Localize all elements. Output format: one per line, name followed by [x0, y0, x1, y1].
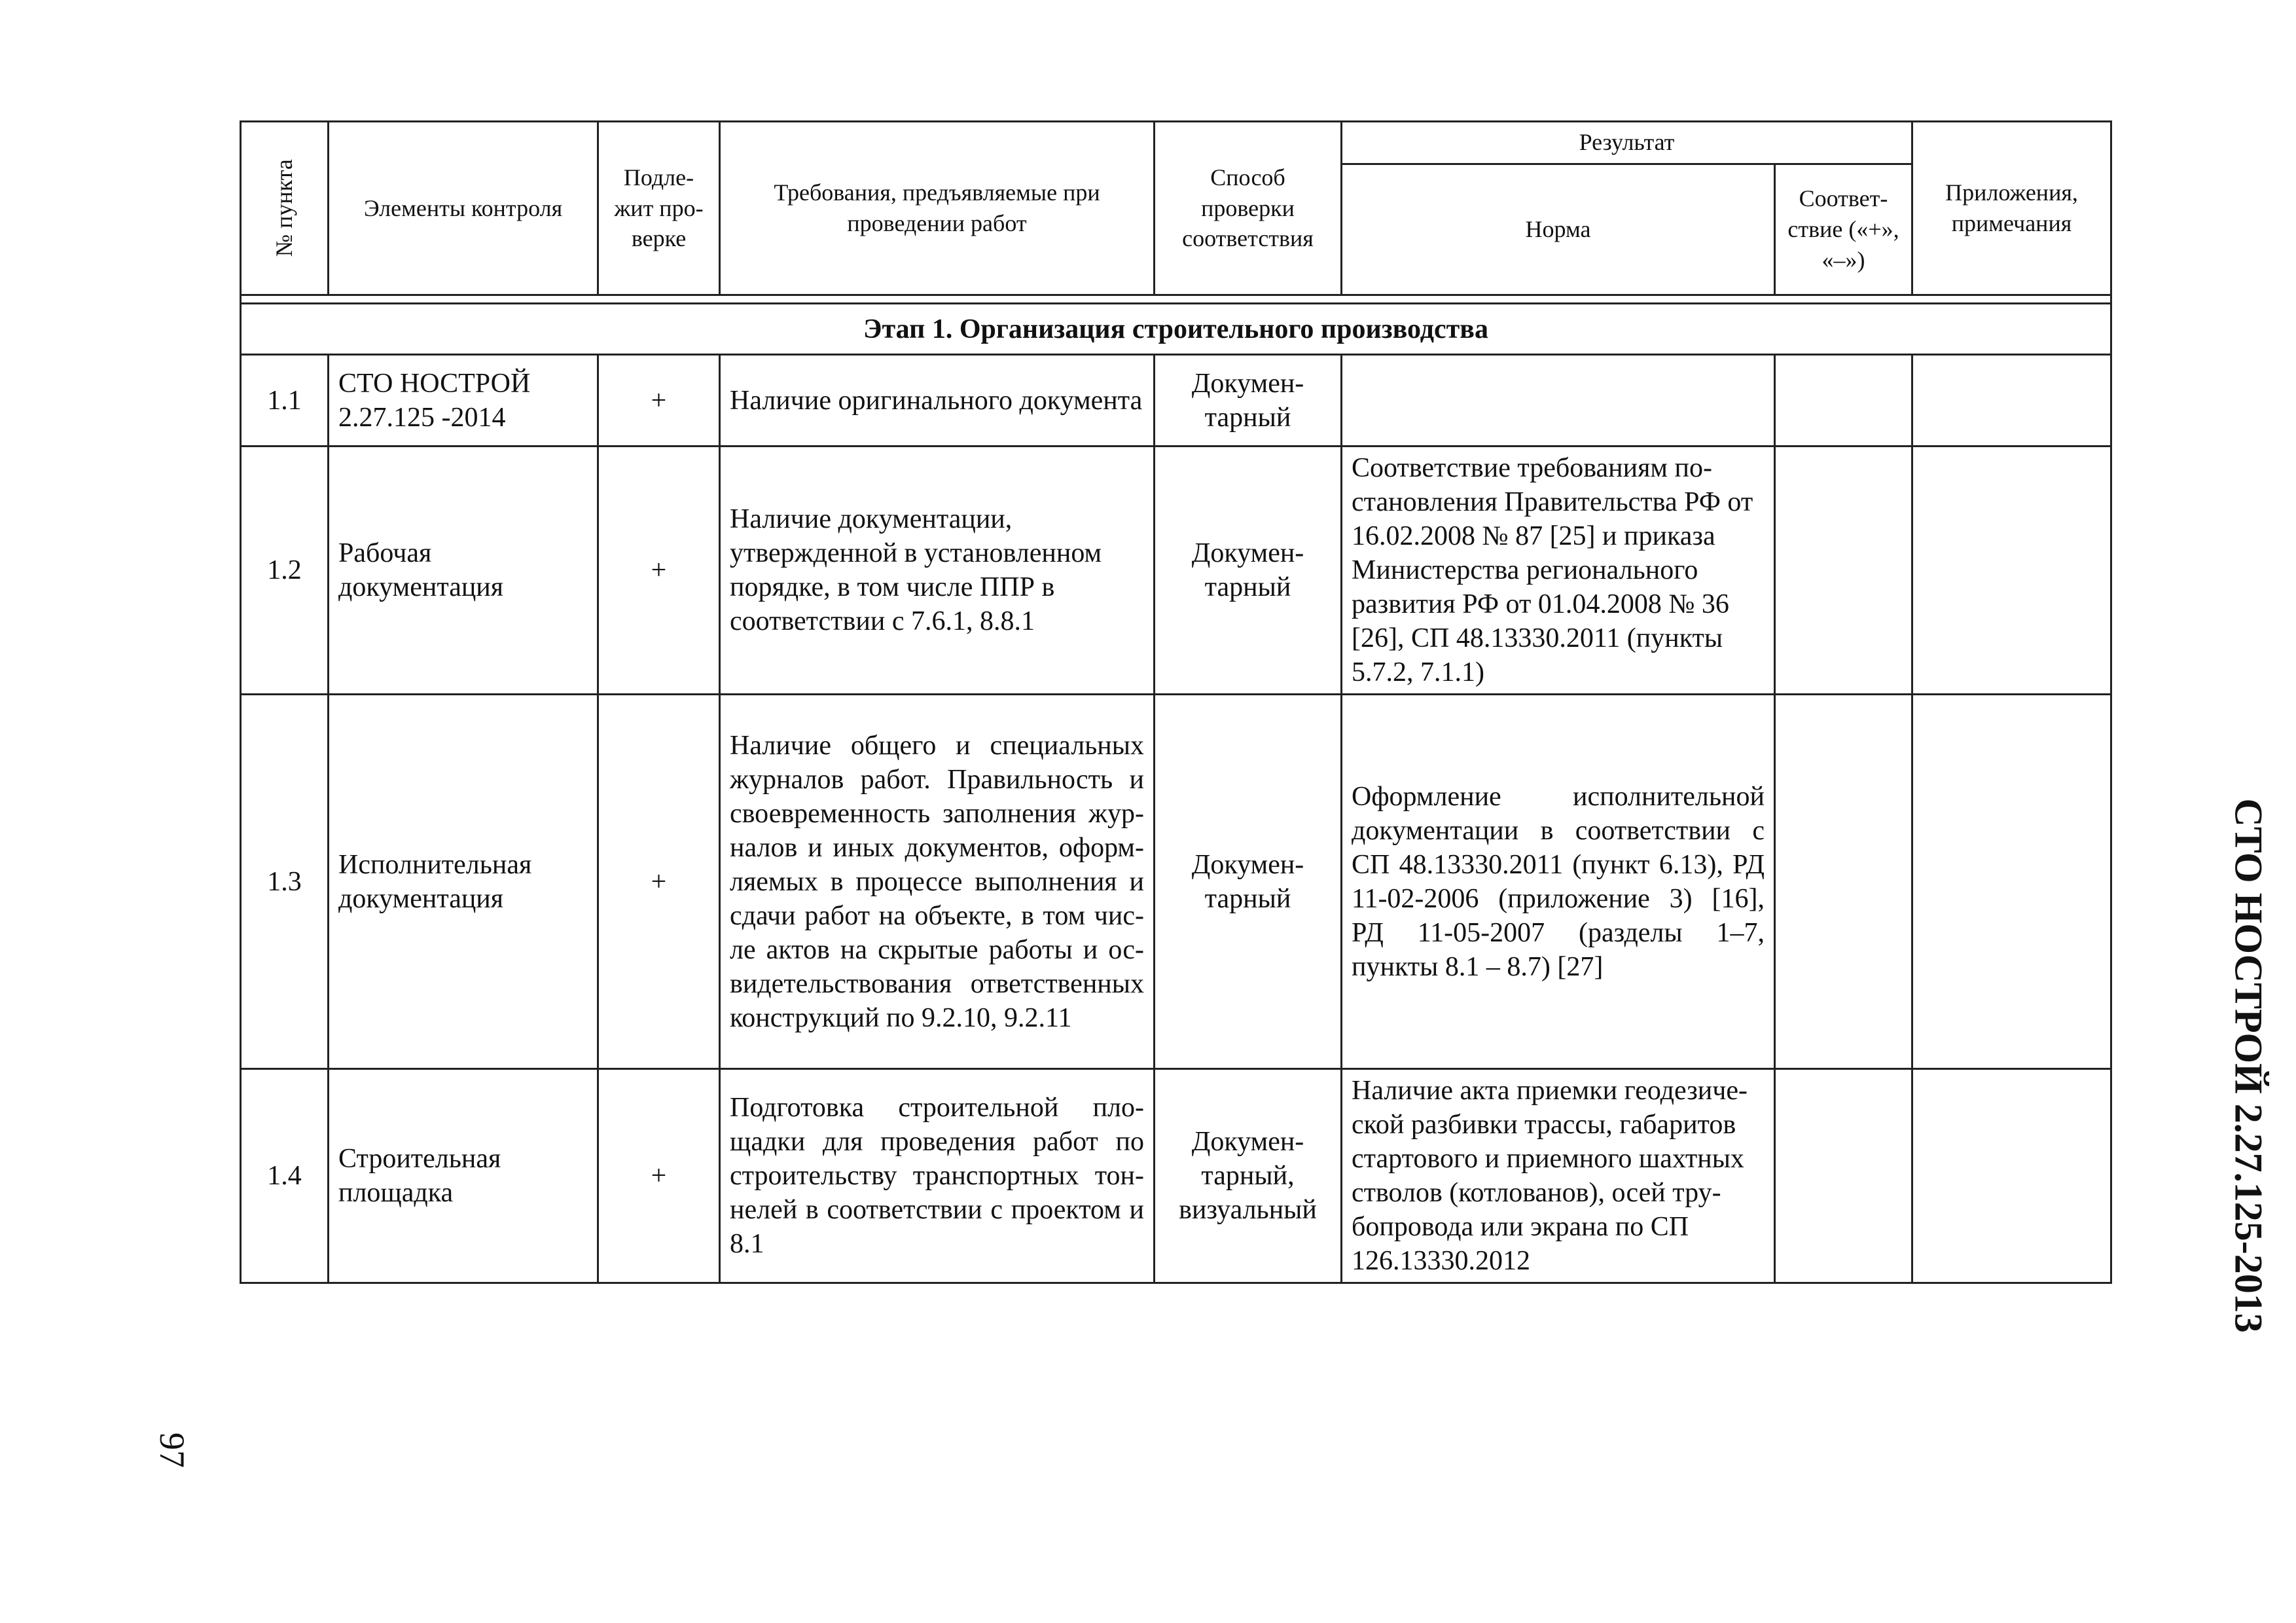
- row-norm: [1342, 355, 1775, 447]
- row-check: +: [598, 355, 720, 447]
- table-row: [241, 355, 2111, 447]
- row-check: +: [598, 447, 720, 695]
- header-result: Результат: [1342, 122, 1912, 164]
- row-notes: [1912, 355, 2111, 447]
- header-elements: Элементы контроля: [329, 122, 598, 295]
- row-method: Докумен-тарный: [1155, 695, 1342, 1069]
- page-number: 97: [152, 1432, 192, 1468]
- row-method: Докумен-тарный, визуальный: [1155, 1069, 1342, 1283]
- row-number: 1.2: [241, 447, 329, 695]
- row-element: Рабочая документация: [329, 447, 598, 695]
- row-notes: [1912, 1069, 2111, 1283]
- header-notes: Приложения, примечания: [1912, 122, 2111, 295]
- row-method: Докумен-тарный: [1155, 355, 1342, 447]
- header-compliance: Соответ-ствие («+», «–»): [1775, 164, 1912, 295]
- row-requirement: Подготовка строительной пло-щадки для проведения работ по строительству транспортных тон-нелей в соответствии с проектом и 8.1: [720, 1069, 1155, 1283]
- table-row: [241, 1069, 2111, 1283]
- inspection-table-wrapper: [240, 120, 2110, 1276]
- row-requirement: Наличие оригинального документа: [720, 355, 1155, 447]
- row-number: 1.3: [241, 695, 329, 1069]
- row-compliance: [1775, 355, 1912, 447]
- row-notes: [1912, 695, 2111, 1069]
- document-code: СТО НОСТРОЙ 2.27.125-2013: [2227, 798, 2270, 1333]
- row-check: +: [598, 1069, 720, 1283]
- row-element: Исполнительная документация: [329, 695, 598, 1069]
- row-requirement: Наличие документации, утвержденной в установленном порядке, в том числе ППР в соответствии с 7.6.1, 8.8.1: [720, 447, 1155, 695]
- row-norm: Наличие акта приемки геодезиче-ской разбивки трассы, габаритов стартового и приемного шахтных стволов (котлованов), осей тру-бопровода или экрана по СП 126.13330.2012: [1342, 1069, 1775, 1283]
- inspection-table: [240, 120, 2112, 1284]
- header-norm: Норма: [1342, 164, 1775, 295]
- row-notes: [1912, 447, 2111, 695]
- row-number: 1.1: [241, 355, 329, 447]
- row-compliance: [1775, 695, 1912, 1069]
- header-method: Способ проверки соответствия: [1155, 122, 1342, 295]
- row-number: 1.4: [241, 1069, 329, 1283]
- header-subject-to-check: Подле-жит про-верке: [598, 122, 720, 295]
- row-check: +: [598, 695, 720, 1069]
- row-compliance: [1775, 447, 1912, 695]
- row-element: Строительная площадка: [329, 1069, 598, 1283]
- row-method: Докумен-тарный: [1155, 447, 1342, 695]
- row-norm: Соответствие требованиям по-становления Правительства РФ от 16.02.2008 № 87 [25] и приказа Министерства регионального развития РФ от 01.04.2008 № 36 [26], СП 48.13330.2011 (пункты 5.7.2, 7.1.1): [1342, 447, 1775, 695]
- stage-title: Этап 1. Организация строительного производства: [241, 304, 2111, 355]
- header-number: № пункта: [241, 122, 329, 295]
- header-requirements: Требования, предъявляемые при проведении работ: [720, 122, 1155, 295]
- row-compliance: [1775, 1069, 1912, 1283]
- table-row: [241, 447, 2111, 695]
- row-norm: Оформление исполнительной документации в соответствии с СП 48.13330.2011 (пункт 6.13), РД 11-02-2006 (приложение 3) [16], РД 11-05-2007 (разделы 1–7, пункты 8.1 – 8.7) [27]: [1342, 695, 1775, 1069]
- table-row: [241, 695, 2111, 1069]
- row-element: СТО НОСТРОЙ 2.27.125 -2014: [329, 355, 598, 447]
- row-requirement: Наличие общего и специальных журналов работ. Правильность и своевременность заполнения жур-налов и иных документов, оформ-ляемых в процессе выполнения и сдачи работ на объекте, в том чис-ле актов на скрытые работы и ос-видетельствования ответственных конструкций по 9.2.10, 9.2.11: [720, 695, 1155, 1069]
